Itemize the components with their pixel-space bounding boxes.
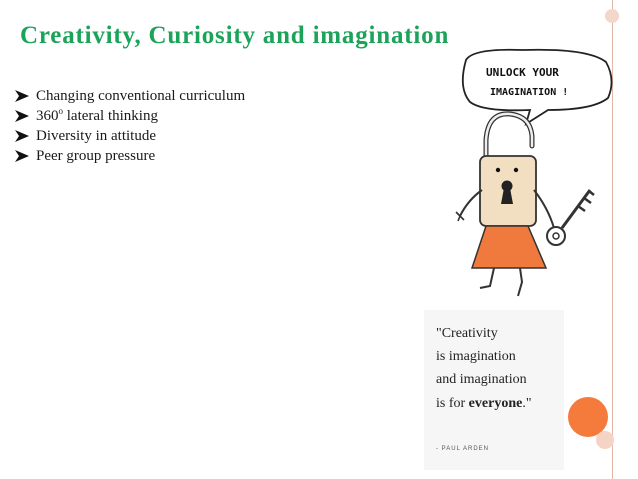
bullet-text: Diversity in attitude (36, 127, 156, 144)
bullet-text: Peer group pressure (36, 147, 156, 164)
arrow-bullet-icon (14, 149, 30, 163)
bullet-text: Changing conventional curriculum (36, 87, 246, 104)
padlock-character-illustration (428, 40, 618, 300)
quote-line: "Creativity (436, 326, 498, 341)
quote-line: and imagination (436, 372, 527, 387)
decorative-circle-pale (596, 431, 614, 449)
bullet-text: 360$^o$ lateral thinking (36, 105, 158, 124)
decorative-circle-top (605, 9, 619, 23)
bullet-item (14, 86, 245, 106)
quote-author: - PAUL ARDEN (436, 446, 490, 452)
speech-bubble-line1: UNLOCK YOUR (486, 66, 559, 79)
quote-card (424, 310, 564, 470)
arrow-bullet-icon (14, 89, 30, 103)
quote-emphasis: everyone (468, 396, 523, 411)
key-icon (547, 190, 594, 245)
quote-line: is imagination (436, 349, 516, 364)
bullet-item (14, 106, 245, 126)
bullet-list (14, 86, 245, 166)
speech-bubble (463, 50, 612, 124)
bullet-item (14, 146, 245, 166)
arrow-bullet-icon (14, 129, 30, 143)
slide-title: Creativity, Curiosity and imagination (20, 22, 450, 49)
degree-superscript: o (58, 105, 63, 116)
orange-dress (472, 226, 546, 268)
quote-line: is for everyone." (436, 396, 532, 411)
bullet-item (14, 126, 245, 146)
speech-bubble-line2: IMAGINATION ! (490, 87, 569, 98)
arrow-bullet-icon (14, 109, 30, 123)
